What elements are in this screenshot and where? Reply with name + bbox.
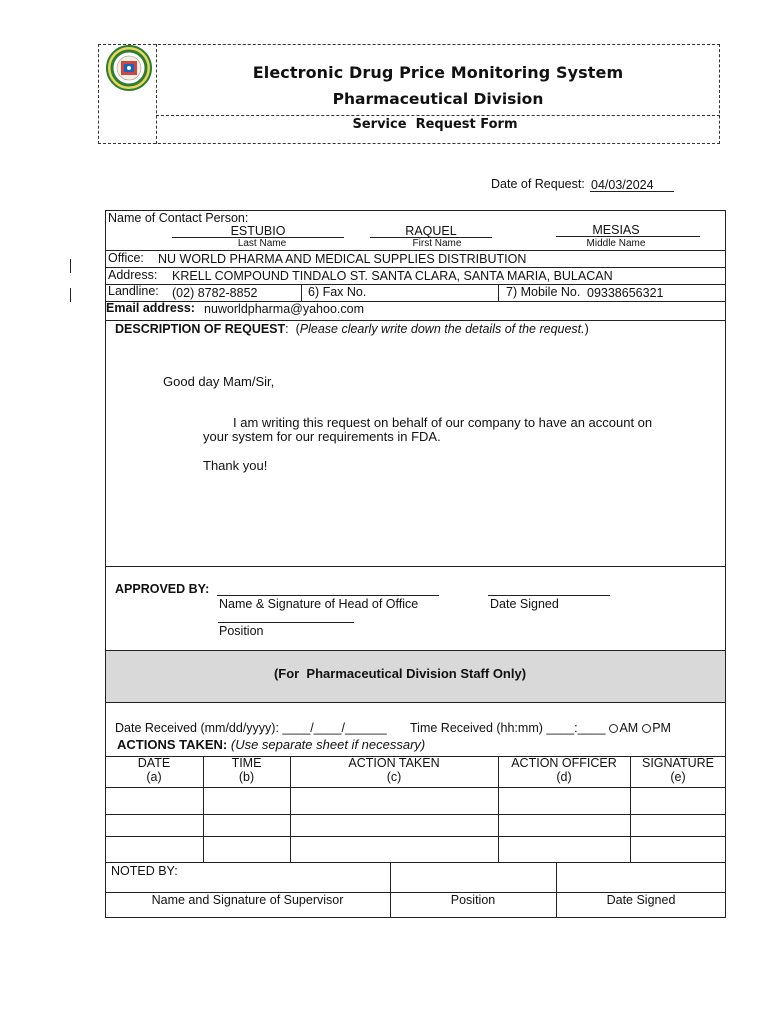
approval-right-border [725,566,726,650]
head-of-office-caption: Name & Signature of Head of Office [219,597,419,611]
description-closing[interactable]: Thank you! [203,458,268,473]
seal-logo-icon [104,44,154,92]
fax-divider [301,284,302,301]
noted-by-table [105,863,726,918]
landline-top-border [105,284,726,285]
header-subdivider [156,115,720,116]
column-sub: (c) [386,770,402,784]
column-sub: (a) [146,770,162,784]
received-right-border [725,703,726,757]
date-of-request-label: Date of Request: [491,177,585,191]
pm-label: PM [652,721,671,735]
column-header-time [203,756,290,784]
table-row-border-1 [105,814,726,815]
office-top-border [105,250,726,251]
last-name-caption: Last Name [237,238,287,249]
email-top-border [105,301,726,302]
address-value[interactable]: KRELL COMPOUND TINDALO ST. SANTA CLARA, SANTA MARIA, BULACAN [172,269,613,283]
staff-banner-text: (For Pharmaceutical Division Staff Only) [273,666,527,681]
noted-date-caption: Date Signed [606,893,676,907]
email-value[interactable]: nuworldpharma@yahoo.com [204,302,364,316]
system-title: Electronic Drug Price Monitoring System [252,63,624,82]
column-sub: (e) [670,770,686,784]
description-top-border [105,320,726,321]
noted-divider-2 [556,863,557,918]
column-sub: (d) [556,770,572,784]
actions-taken-label: ACTIONS TAKEN: [117,737,228,752]
column-header-date [105,756,203,784]
description-header [115,322,589,336]
margin-marker-2 [70,288,71,302]
contact-person-label: Name of Contact Person: [108,211,249,225]
noted-by-label: NOTED BY: [111,864,178,878]
date-signed-line [488,595,610,596]
pm-radio-icon[interactable] [642,724,651,733]
email-label: Email address: [106,301,195,315]
mobile-label: 7) Mobile No. [506,285,581,299]
approved-by-label: APPROVED BY: [115,582,210,596]
last-name-value[interactable]: ESTUBIO [230,224,286,238]
middle-name-line [556,236,700,237]
supervisor-caption: Name and Signature of Supervisor [151,893,344,907]
address-label: Address: [108,268,158,282]
description-greeting[interactable]: Good day Mam/Sir, [163,374,275,389]
time-received-field[interactable] [410,721,671,735]
form-right-border [725,210,726,566]
first-name-value[interactable]: RAQUEL [405,224,457,238]
mobile-divider [498,284,499,301]
mobile-value[interactable]: 09338656321 [587,286,664,300]
actions-taken-header [117,737,425,752]
received-left-border [105,703,106,757]
landline-value[interactable]: (02) 8782-8852 [172,286,258,300]
middle-name-caption: Middle Name [586,238,646,249]
first-name-caption: First Name [412,238,462,249]
date-of-request-line [590,191,674,192]
office-label: Office: [108,251,144,265]
column-title: DATE [137,756,171,770]
form-title: Service Request Form [352,117,518,132]
position-line [218,622,354,623]
form-left-border [105,210,106,566]
description-hint: Please clearly write down the details of the request. [299,322,585,336]
approved-by-line [217,595,439,596]
fax-label: 6) Fax No. [308,285,367,299]
date-signed-caption: Date Signed [490,597,559,611]
column-header-action-officer [498,756,630,784]
column-title: SIGNATURE [642,756,714,770]
approval-left-border [105,566,106,650]
column-title: TIME [231,756,262,770]
column-header-signature [630,756,726,784]
description-close: ) [584,322,589,336]
actions-taken-hint: (Use separate sheet if necessary) [227,737,426,752]
column-title: ACTION TAKEN [348,756,440,770]
office-value[interactable]: NU WORLD PHARMA AND MEDICAL SUPPLIES DISTRIBUTION [158,252,527,266]
column-sub: (b) [238,770,255,784]
date-of-request-value[interactable]: 04/03/2024 [591,178,654,192]
noted-position-caption: Position [450,893,496,907]
division-title: Pharmaceutical Division [332,90,544,108]
approval-top-border [105,566,726,567]
am-label: AM [619,721,639,735]
landline-label: Landline: [108,284,159,298]
description-body-line1[interactable]: I am writing this request on behalf of our company to have an account on [233,415,653,430]
noted-divider-1 [390,863,391,918]
position-caption: Position [219,624,264,638]
column-title: ACTION OFFICER [511,756,617,770]
column-header-action-taken [290,756,498,784]
am-radio-icon[interactable] [609,724,618,733]
margin-marker-1 [70,259,71,273]
table-row-border-2 [105,836,726,837]
description-colon: : ( [285,322,300,336]
description-body-line2[interactable]: your system for our requirements in FDA. [203,429,441,444]
address-top-border [105,267,726,268]
date-received-field[interactable]: Date Received (mm/dd/yyyy): ____/____/______ [115,721,387,735]
middle-name-value[interactable]: MESIAS [592,223,640,237]
description-label: DESCRIPTION OF REQUEST [115,322,286,336]
time-received-label: Time Received (hh:mm) ____:____ [410,721,606,735]
table-header-border [105,787,726,788]
